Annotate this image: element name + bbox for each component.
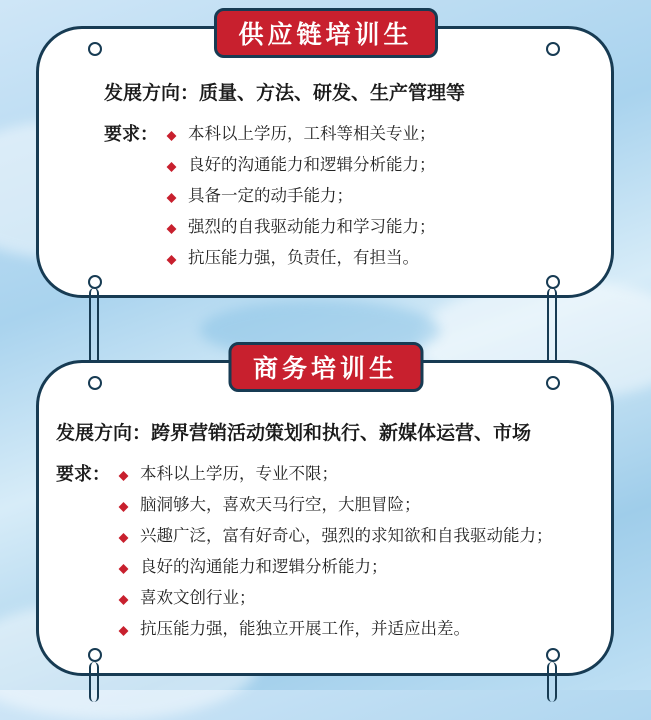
list-item: 喜欢文创行业； [120, 584, 553, 615]
ring-icon [88, 275, 102, 289]
ring-icon [546, 42, 560, 56]
supply-chain-direction: 发展方向：质量、方法、研发、生产管理等 [104, 82, 466, 104]
ring-icon [88, 648, 102, 662]
ring-icon [546, 376, 560, 390]
business-direction: 发展方向：跨界营销活动策划和执行、新媒体运营、市场 [56, 422, 532, 444]
ring-icon [546, 275, 560, 289]
list-item: 抗压能力强，能独立开展工作，并适应出差。 [120, 615, 553, 646]
bullet-diamond-icon [119, 595, 129, 605]
bullet-diamond-icon [119, 471, 129, 481]
list-item: 本科以上学历，工科等相关专业； [168, 120, 436, 151]
business-requirements-list [120, 460, 553, 646]
bullet-diamond-icon [167, 162, 177, 172]
list-item: 良好的沟通能力和逻辑分析能力； [120, 553, 553, 584]
business-title-badge: 商务培训生 [228, 342, 423, 392]
supply-chain-requirements-list [168, 120, 436, 275]
list-item: 本科以上学历，专业不限； [120, 460, 553, 491]
list-item: 良好的沟通能力和逻辑分析能力； [168, 151, 436, 182]
business-requirements-label: 要求： [56, 464, 110, 485]
bullet-diamond-icon [167, 131, 177, 141]
list-item: 兴趣广泛，富有好奇心，强烈的求知欲和自我驱动能力； [120, 522, 553, 553]
ring-icon [88, 42, 102, 56]
bullet-diamond-icon [167, 224, 177, 234]
supply-chain-title-badge: 供应链培训生 [213, 8, 437, 58]
list-item: 脑洞够大，喜欢天马行空，大胆冒险； [120, 491, 553, 522]
list-item: 强烈的自我驱动能力和学习能力； [168, 213, 436, 244]
bullet-diamond-icon [119, 502, 129, 512]
list-item: 具备一定的动手能力； [168, 182, 436, 213]
ring-icon [546, 648, 560, 662]
supply-chain-requirements-label: 要求： [104, 124, 158, 145]
bullet-diamond-icon [119, 533, 129, 543]
bullet-diamond-icon [167, 193, 177, 203]
bullet-diamond-icon [167, 255, 177, 265]
cord-left [89, 662, 99, 702]
bullet-diamond-icon [119, 626, 129, 636]
cord-right [547, 662, 557, 702]
bullet-diamond-icon [119, 564, 129, 574]
ring-icon [88, 376, 102, 390]
list-item: 抗压能力强，负责任，有担当。 [168, 244, 436, 275]
